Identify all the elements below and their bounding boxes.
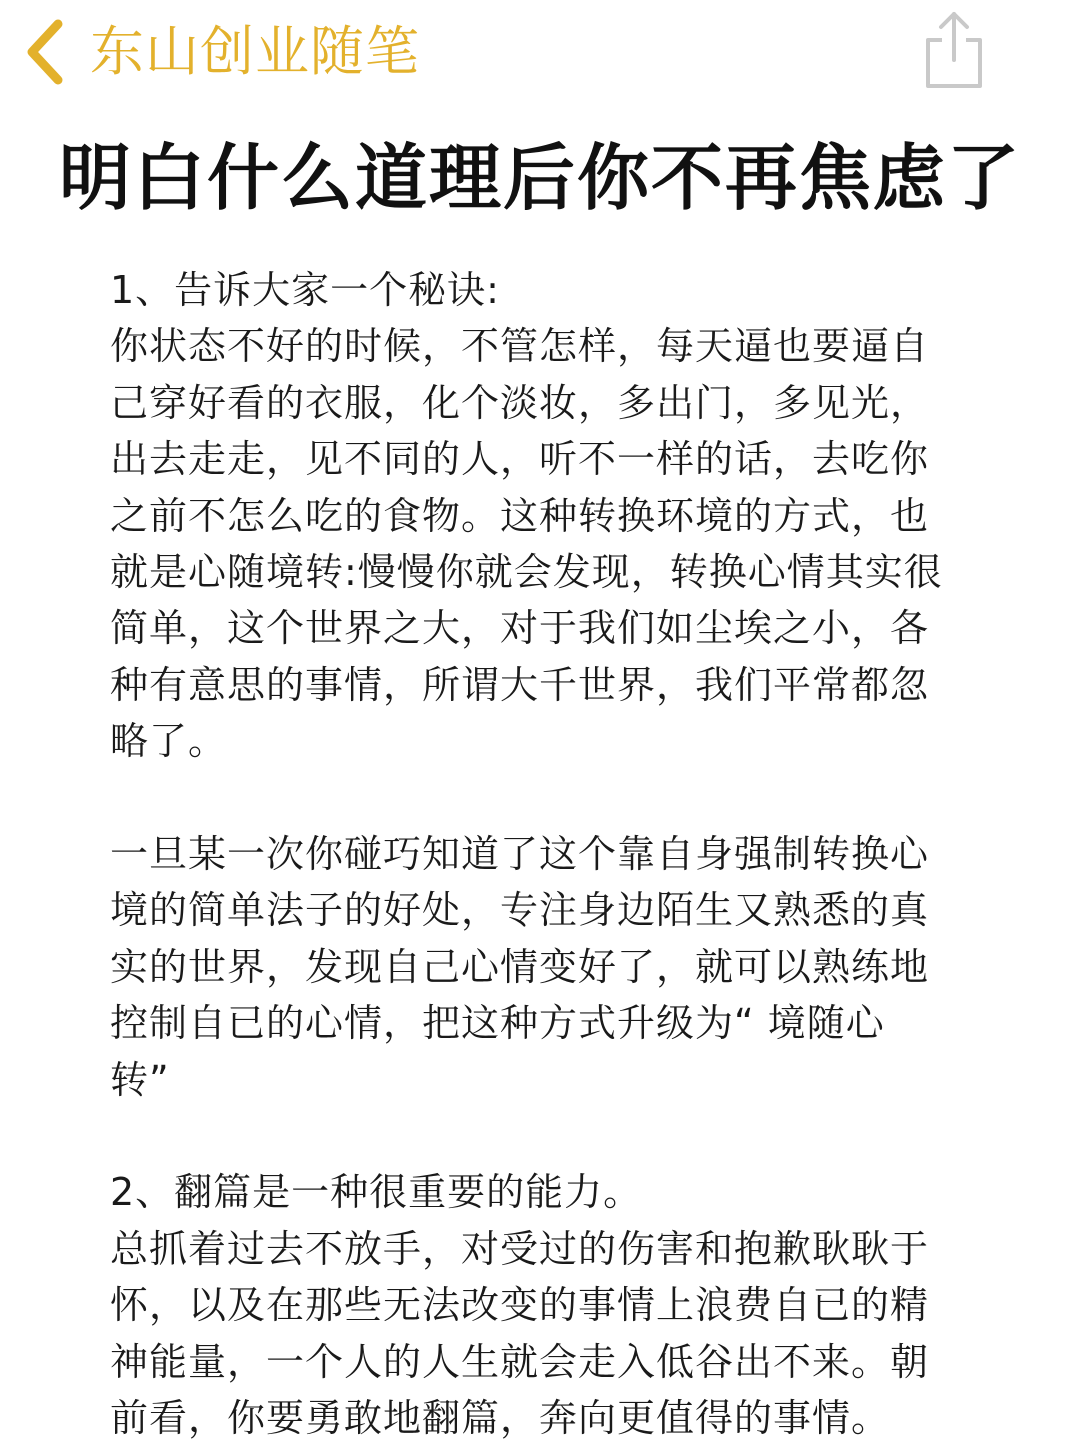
note-line: 出去走走，见不同的人，听不一样的话，去吃你: [110, 437, 930, 482]
note-line: 略了。: [110, 719, 228, 764]
note-line: 神能量，一个人的人生就会走入低谷出不来。朝: [110, 1339, 930, 1384]
note-line: 就是心随境转:慢慢你就会发现，转换心情其实很: [110, 550, 943, 595]
note-line: 种有意思的事情，所谓大千世界，我们平常都忽: [110, 662, 930, 707]
note-line: 己穿好看的衣服，化个淡妆，多出门，多见光，: [110, 380, 930, 425]
note-line: 怀，以及在那些无法改变的事情上浪费自已的精: [110, 1283, 930, 1328]
note-body: [110, 262, 990, 1447]
note-line: 1、告诉大家一个秘诀:: [110, 268, 500, 312]
back-button[interactable]: [22, 14, 420, 90]
note-line: 一旦某一次你碰巧知道了这个靠自身强制转换心: [110, 832, 930, 877]
note-line: 实的世界，发现自己心情变好了，就可以熟练地: [110, 944, 930, 989]
note-title: 明白什么道理后你不再焦虑了: [58, 136, 1021, 220]
note-line: 境的简单法子的好处，专注身边陌生又熟悉的真: [110, 888, 930, 933]
chevron-left-icon: [22, 18, 66, 86]
note-blank-line: [110, 1108, 990, 1164]
note-line: 总抓着过去不放手，对受过的伤害和抱歉耿耿于: [110, 1226, 930, 1271]
share-button[interactable]: [918, 8, 990, 92]
note-line: 控制自已的心情，把这种方式升级为“ 境随心: [110, 1001, 885, 1046]
note-line: 之前不怎么吃的食物。这种转换环境的方式，也: [110, 493, 930, 538]
nav-bar: [0, 0, 1080, 100]
note-line: 2、翻篇是一种很重要的能力。: [110, 1170, 643, 1215]
share-icon: [918, 8, 990, 92]
note-blank-line: [110, 770, 990, 826]
note-line: 简单，这个世界之大，对于我们如尘埃之小，各: [110, 606, 930, 651]
note-line: 你状态不好的时候，不管怎样，每天逼也要逼自: [110, 324, 930, 369]
note-line: 转”: [110, 1057, 170, 1102]
note-line: 前看，你要勇敢地翻篇，奔向更值得的事情。: [110, 1396, 891, 1441]
back-button-label: 东山创业随笔: [90, 20, 420, 83]
